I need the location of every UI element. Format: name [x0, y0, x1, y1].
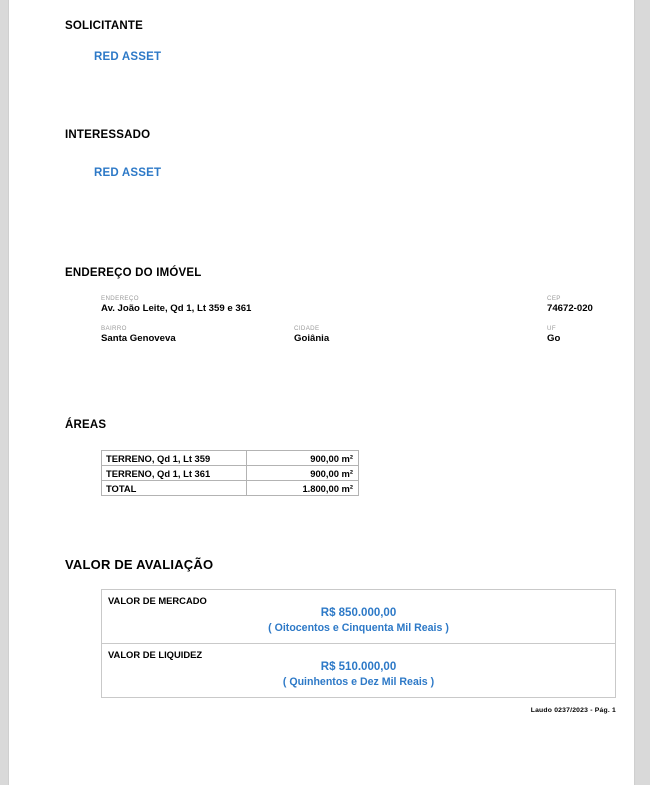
areas-table — [101, 450, 359, 496]
address-field-uf — [547, 324, 560, 345]
address-label-bairro: BAIRRO — [101, 325, 127, 332]
page-left-margin — [0, 0, 8, 785]
address-label-endereco: ENDEREÇO — [101, 295, 139, 302]
valuation-words-liquidez: ( Quinhentos e Dez Mil Reais ) — [282, 676, 435, 688]
valuation-caption-mercado: VALOR DE MERCADO — [108, 595, 207, 606]
address-value-cidade: Goiânia — [294, 333, 330, 344]
address-field-cep — [547, 294, 593, 315]
address-field-endereco — [101, 294, 251, 315]
area-name: TERRENO, Qd 1, Lt 359 — [102, 451, 247, 466]
area-value: 900,00 m² — [247, 466, 359, 481]
table-row — [102, 466, 359, 481]
table-row-total — [102, 481, 359, 496]
section-title-endereco-imovel: ENDEREÇO DO IMÓVEL — [65, 267, 202, 279]
interessado-name: RED ASSET — [94, 167, 162, 179]
valuation-block-mercado — [102, 590, 615, 643]
address-field-bairro — [101, 324, 176, 345]
valuation-amount-liquidez: R$ 510.000,00 — [320, 661, 397, 673]
area-value-total: 1.800,00 m² — [247, 481, 359, 496]
address-label-cep: CEP — [547, 295, 561, 302]
section-title-valor-avaliacao: VALOR DE AVALIAÇÃO — [65, 557, 214, 572]
table-row — [102, 451, 359, 466]
page-right-margin[interactable] — [636, 0, 650, 785]
section-title-areas: ÁREAS — [65, 419, 107, 431]
address-value-uf: Go — [547, 333, 561, 344]
area-name-total: TOTAL — [102, 481, 247, 496]
document-page — [8, 0, 635, 785]
address-field-cidade — [294, 324, 329, 345]
address-value-bairro: Santa Genoveva — [101, 333, 176, 344]
valuation-block-liquidez — [102, 643, 615, 697]
valuation-caption-liquidez: VALOR DE LIQUIDEZ — [108, 649, 203, 660]
address-label-cidade: CIDADE — [294, 325, 320, 332]
address-label-uf: UF — [547, 325, 556, 332]
page-footer: Laudo 0237/2023 - Pág. 1 — [530, 707, 616, 714]
address-value-endereco: Av. João Leite, Qd 1, Lt 359 e 361 — [101, 303, 252, 314]
solicitante-name: RED ASSET — [94, 51, 162, 63]
valuation-box — [101, 589, 616, 698]
section-title-solicitante: SOLICITANTE — [65, 20, 144, 32]
area-value: 900,00 m² — [247, 451, 359, 466]
valuation-amount-mercado: R$ 850.000,00 — [320, 607, 397, 619]
valuation-words-mercado: ( Oitocentos e Cinquenta Mil Reais ) — [268, 622, 449, 634]
section-title-interessado: INTERESSADO — [65, 129, 151, 141]
address-value-cep: 74672-020 — [547, 303, 593, 314]
area-name: TERRENO, Qd 1, Lt 361 — [102, 466, 247, 481]
